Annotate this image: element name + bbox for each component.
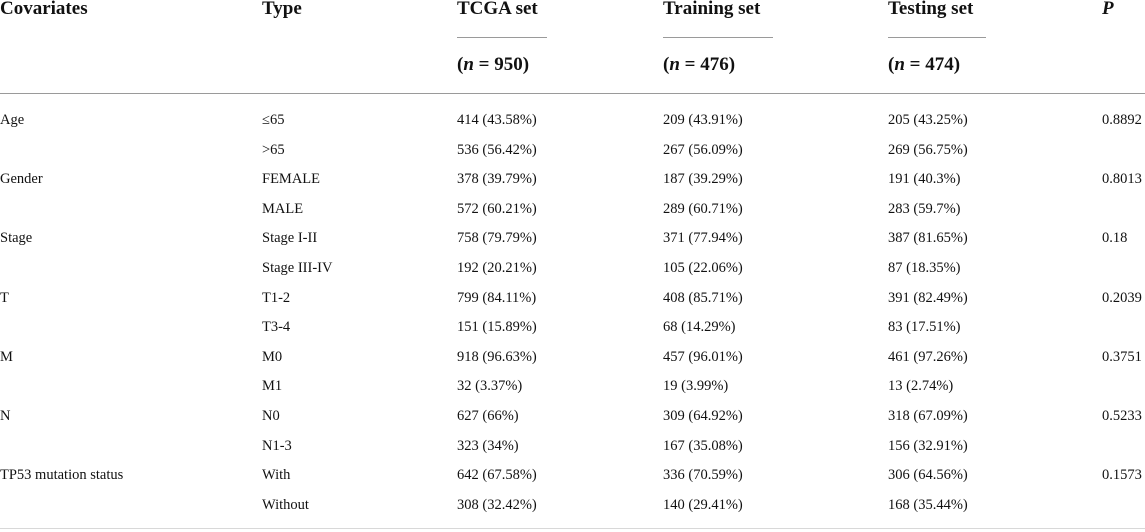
cell-covariate: Age bbox=[0, 112, 25, 128]
table-row bbox=[0, 465, 1145, 495]
cell-tcga: 799 (84.11%) bbox=[457, 289, 537, 306]
cell-tcga: 758 (79.79%) bbox=[457, 230, 537, 247]
n-symbol: n bbox=[669, 54, 680, 75]
cell-testing: 283 (59.7%) bbox=[888, 200, 961, 217]
cell-covariate: T bbox=[0, 289, 9, 306]
cell-training: 267 (56.09%) bbox=[663, 141, 743, 158]
cell-tcga: 151 (15.89%) bbox=[457, 319, 537, 336]
cell-testing: 13 (2.74%) bbox=[888, 378, 954, 395]
cell-tcga: 414 (43.58%) bbox=[457, 112, 537, 128]
cell-testing: 205 (43.25%) bbox=[888, 112, 968, 128]
cell-tcga: 192 (20.21%) bbox=[457, 259, 537, 276]
table-row bbox=[0, 376, 1145, 406]
cell-testing: 391 (82.49%) bbox=[888, 289, 968, 306]
header-tcga-rule bbox=[457, 37, 547, 38]
header-tcga-n: (n = 950) bbox=[457, 54, 530, 75]
header-tcga-title: TCGA set bbox=[457, 0, 538, 19]
table-row bbox=[0, 169, 1145, 199]
cell-testing: 156 (32.91%) bbox=[888, 437, 968, 454]
table-bottom-rule bbox=[0, 528, 1145, 529]
cell-testing: 318 (67.09%) bbox=[888, 407, 968, 424]
cell-type: With bbox=[262, 467, 291, 484]
cell-testing: 168 (35.44%) bbox=[888, 496, 968, 513]
table-row bbox=[0, 347, 1145, 377]
cell-tcga: 308 (32.42%) bbox=[457, 496, 537, 513]
header-testing-title: Testing set bbox=[888, 0, 974, 19]
cell-covariate: Gender bbox=[0, 171, 43, 188]
header-covariates: Covariates bbox=[0, 0, 88, 19]
cell-p: 0.1573 bbox=[1102, 467, 1142, 484]
cell-covariate: M bbox=[0, 348, 13, 365]
cell-training: 209 (43.91%) bbox=[663, 112, 743, 128]
cell-testing: 306 (64.56%) bbox=[888, 467, 968, 484]
cell-training: 289 (60.71%) bbox=[663, 200, 743, 217]
cell-training: 140 (29.41%) bbox=[663, 496, 743, 513]
cell-type: M0 bbox=[262, 348, 283, 365]
cell-type: T3-4 bbox=[262, 319, 291, 336]
testing-n-value: 474 bbox=[925, 54, 954, 75]
cell-covariate: TP53 mutation status bbox=[0, 467, 124, 484]
cell-type: N1-3 bbox=[262, 437, 292, 454]
cell-p: 0.8013 bbox=[1102, 171, 1142, 188]
cell-type: T1-2 bbox=[262, 289, 291, 306]
cell-testing: 387 (81.65%) bbox=[888, 230, 968, 247]
cell-p: 0.8892 bbox=[1102, 112, 1142, 128]
header-testing-n: (n = 474) bbox=[888, 54, 961, 75]
cell-tcga: 642 (67.58%) bbox=[457, 467, 537, 484]
cell-tcga: 378 (39.79%) bbox=[457, 171, 537, 188]
cell-training: 105 (22.06%) bbox=[663, 259, 743, 276]
cell-type: >65 bbox=[262, 141, 285, 158]
cell-training: 167 (35.08%) bbox=[663, 437, 743, 454]
table-row bbox=[0, 317, 1145, 347]
table-row bbox=[0, 495, 1145, 525]
table-row bbox=[0, 140, 1145, 170]
n-symbol: n bbox=[894, 54, 905, 75]
training-n-value: 476 bbox=[700, 54, 729, 75]
cell-covariate: Stage bbox=[0, 230, 33, 247]
cell-tcga: 32 (3.37%) bbox=[457, 378, 523, 395]
cell-training: 408 (85.71%) bbox=[663, 289, 743, 306]
header-divider bbox=[0, 93, 1145, 94]
cell-tcga: 323 (34%) bbox=[457, 437, 519, 454]
cell-type: Without bbox=[262, 496, 309, 513]
cell-type: N0 bbox=[262, 407, 280, 424]
n-symbol: n bbox=[463, 54, 474, 75]
header-training-n: (n = 476) bbox=[663, 54, 736, 75]
cell-testing: 461 (97.26%) bbox=[888, 348, 968, 365]
cell-type: M1 bbox=[262, 378, 283, 395]
cell-covariate: N bbox=[0, 407, 11, 424]
cell-training: 309 (64.92%) bbox=[663, 407, 743, 424]
header-testing-rule bbox=[888, 37, 986, 38]
cell-testing: 83 (17.51%) bbox=[888, 319, 961, 336]
cell-tcga: 536 (56.42%) bbox=[457, 141, 537, 158]
table-row bbox=[0, 436, 1145, 466]
header-training-title: Training set bbox=[663, 0, 761, 19]
cell-training: 371 (77.94%) bbox=[663, 230, 743, 247]
cell-training: 19 (3.99%) bbox=[663, 378, 729, 395]
cell-type: MALE bbox=[262, 200, 304, 217]
cell-type: Stage III-IV bbox=[262, 259, 333, 276]
cell-tcga: 918 (96.63%) bbox=[457, 348, 537, 365]
cell-training: 187 (39.29%) bbox=[663, 171, 743, 188]
cell-p: 0.18 bbox=[1102, 230, 1128, 247]
cell-p: 0.5233 bbox=[1102, 407, 1142, 424]
tcga-n-value: 950 bbox=[494, 54, 523, 75]
table-body bbox=[0, 110, 1145, 524]
cell-tcga: 572 (60.21%) bbox=[457, 200, 537, 217]
cell-testing: 269 (56.75%) bbox=[888, 141, 968, 158]
table-row bbox=[0, 258, 1145, 288]
cell-type: Stage I-II bbox=[262, 230, 318, 247]
cell-type: ≤65 bbox=[262, 112, 285, 128]
table-row bbox=[0, 199, 1145, 229]
cell-tcga: 627 (66%) bbox=[457, 407, 519, 424]
table-row bbox=[0, 228, 1145, 258]
cell-p: 0.3751 bbox=[1102, 348, 1142, 365]
cell-p: 0.2039 bbox=[1102, 289, 1142, 306]
cell-type: FEMALE bbox=[262, 171, 320, 188]
cell-training: 457 (96.01%) bbox=[663, 348, 743, 365]
header-training-rule bbox=[663, 37, 773, 38]
table-row bbox=[0, 406, 1145, 436]
table-row bbox=[0, 288, 1145, 318]
cell-training: 336 (70.59%) bbox=[663, 467, 743, 484]
cell-testing: 87 (18.35%) bbox=[888, 259, 961, 276]
header-type: Type bbox=[262, 0, 302, 19]
table-row bbox=[0, 110, 1145, 140]
header-p: P bbox=[1102, 0, 1114, 19]
cell-testing: 191 (40.3%) bbox=[888, 171, 961, 188]
cell-training: 68 (14.29%) bbox=[663, 319, 736, 336]
